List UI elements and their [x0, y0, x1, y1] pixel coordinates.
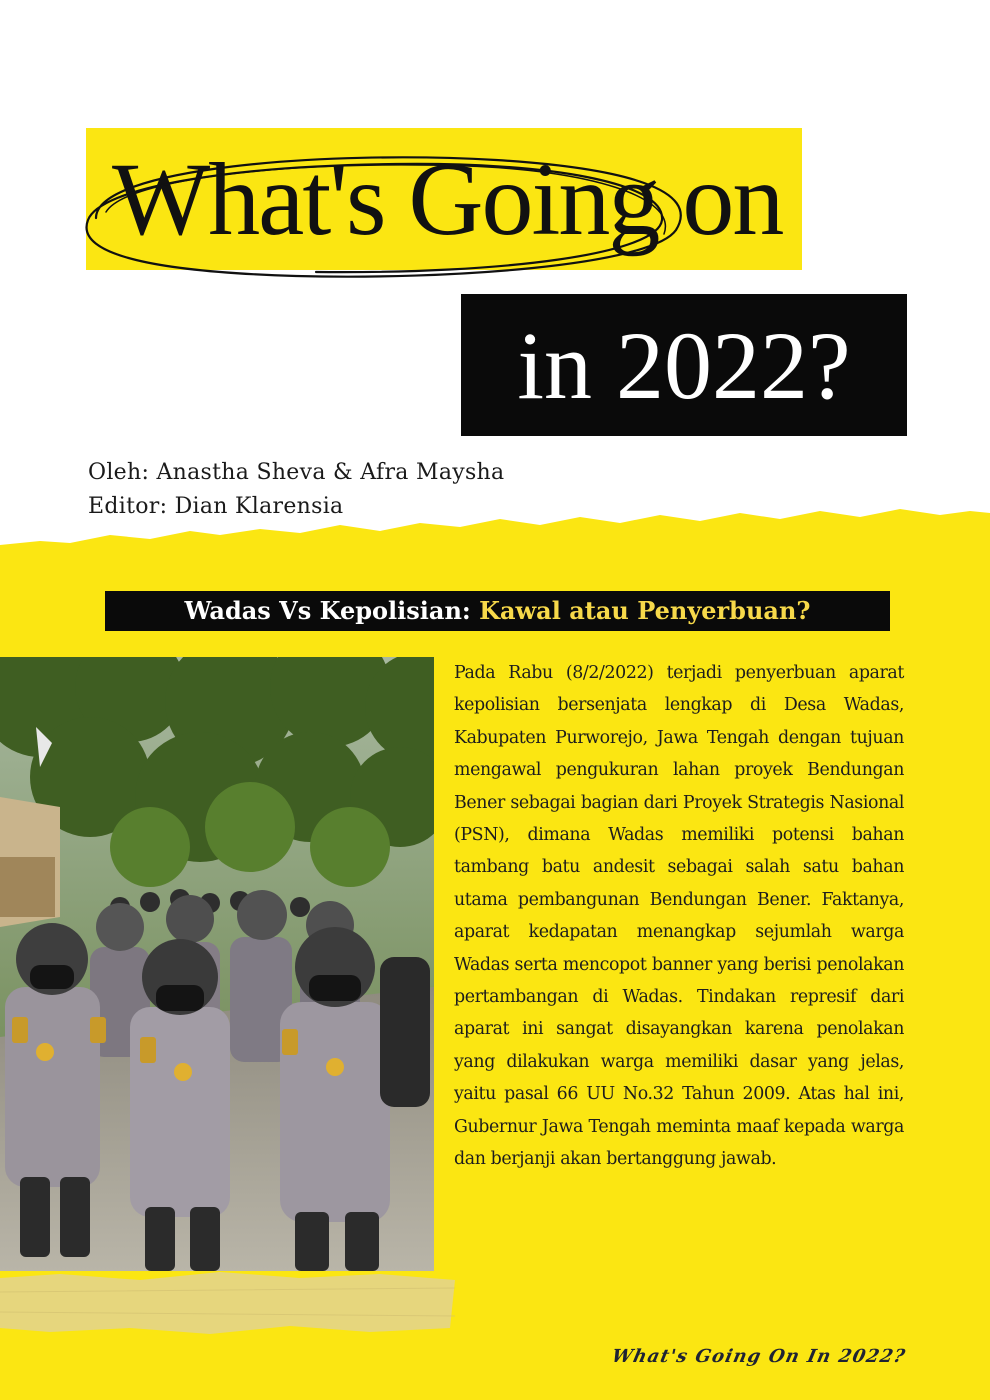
page-title-line2: in 2022? [517, 312, 851, 419]
article-heading-highlight: Kawal atau Penyerbuan? [479, 596, 811, 625]
page-title-line1: What's Going on [112, 142, 783, 257]
footer-signature: What's Going On In 2022? [610, 1346, 909, 1367]
tape-strip [0, 1272, 455, 1334]
author-credit: Oleh: Anastha Sheva & Afra Maysha [88, 460, 505, 485]
editor-credit: Editor: Dian Klarensia [88, 494, 344, 519]
police-photo [0, 657, 434, 1271]
article-heading-main: Wadas Vs Kepolisian: [184, 596, 480, 625]
title-scribble-ellipse [66, 138, 716, 288]
article-body: Pada Rabu (8/2/2022) terjadi penyerbuan aparat kepolisian bersenjata lengkap di Desa Wadas, Kabupaten Purworejo, Jawa Tengah dengan tujuan mengawal pengukuran lahan proyek Bendungan Bener sebagai bagian dari Proyek Strategis Nasional (PSN), dimana Wadas memiliki potensi bahan tambang batu andesit sebagai salah satu bahan utama pembangunan Bendungan Bener. Faktanya, aparat kedapatan menangkap sejumlah warga Wadas serta mencopot banner yang berisi penolakan pertambangan di Wadas. Tindakan represif dari aparat ini sangat disayangkan karena penolakan yang dilakukan warga memiliki dasar yang jelas, yaitu pasal 66 UU No.32 Tahun 2009. Atas hal ini, Gubernur Jawa Tengah meminta maaf kepada warga dan berjanji akan bertanggung jawab. [454, 663, 904, 1170]
article-heading [105, 591, 890, 631]
